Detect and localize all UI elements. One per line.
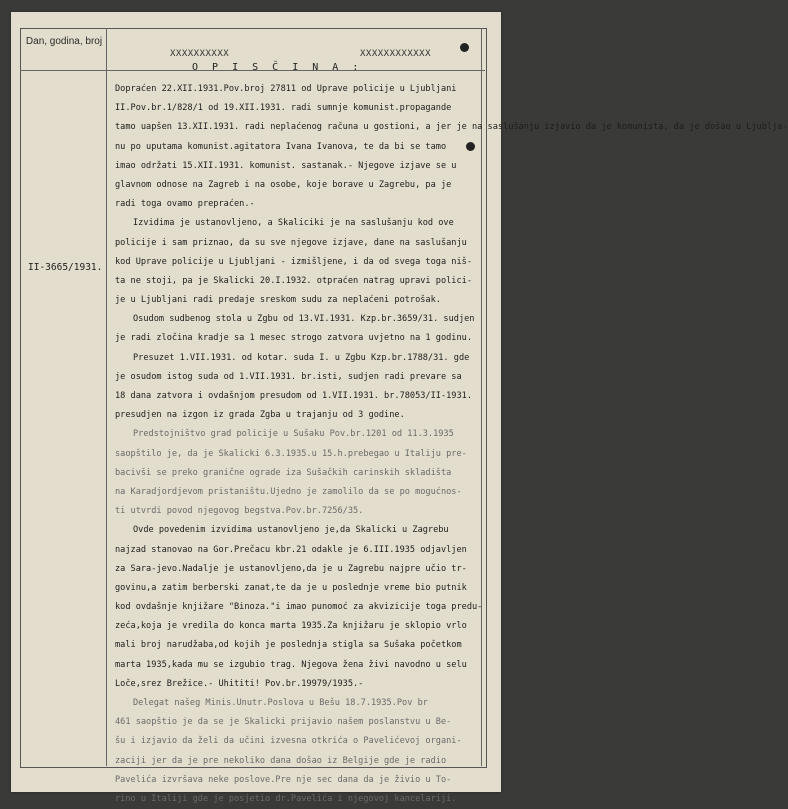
text-line: radi toga ovamo prepraćen.-: [115, 199, 255, 210]
text-line: nu po uputama komunist.agitatora Ivana Ivanova, te da bi se tamo: [115, 141, 447, 152]
text-line: 461 saopštio je da se je Skalicki prijavio našem poslanstvu u Be-: [115, 717, 452, 728]
text-line: saopštilo je, da je Skalicki 6.3.1935.u 15.h.prebegao u Italiju pre-: [115, 448, 467, 459]
text-line: najzad stanovao na Gor.Prečacu kbr.21 odakle je 6.III.1935 odjavljen: [115, 544, 467, 555]
text-line: marta 1935,kada mu se izgubio trag. Njegova žena živi navodno u selu: [115, 659, 467, 670]
text-line: rino u Italiji gde je posjetio dr.Pavelića i njegovoj kancelariji.: [115, 793, 457, 804]
text-line: Presuzet 1.VII.1931. od kotar. suda I. u Zgbu Kzp.br.1788/31. gde: [133, 352, 470, 363]
text-line: mali broj narudžaba,od kojih je poslednja stigla sa Sušaka početkom: [115, 640, 462, 651]
text-line: ti utvrdi povod njegovog begstva.Pov.br.7256/35.: [115, 506, 364, 517]
header-overtyped-marks: XXXXXXXXXX: [170, 49, 230, 59]
text-line: II.Pov.br.1/828/1 od 19.XII.1931. radi sumnje komunist.propagande: [115, 103, 452, 114]
text-line: je radi zločina kradje sa 1 mesec strogo zatvora uvjetno na 1 godinu.: [115, 333, 472, 344]
text-line: Loče,srez Brežice.- Uhititi! Pov.br.19979/1935.-: [115, 678, 364, 689]
text-line: glavnom odnose na Zagreb i na osobe, koje borave u Zagrebu, pa je: [115, 179, 452, 190]
text-line: Dopraćen 22.XII.1931.Pov.broj 27811 od Uprave policije u Ljubljani: [115, 84, 457, 94]
description-text: [115, 80, 788, 809]
text-line: Osudom sudbenog stola u Zgbu od 13.VI.1931. Kzp.br.3659/31. sudjen: [133, 314, 475, 325]
text-line: Izvidima je ustanovljeno, a Skaliciki je na saslušanju kod ove: [133, 218, 454, 229]
text-line: je u Ljubljani radi predaje sreskom sudu za neplaćeni potrošak.: [115, 295, 441, 306]
col-title-header: O P I S Č I N A :: [192, 62, 363, 73]
column-divider-left: [106, 28, 107, 766]
text-line: bacivši se preko granične ograde iza Sušačkih carinskih skladišta: [115, 467, 452, 478]
text-line: kod Uprave policije u Ljubljani - izmišljene, i da od svega toga niš-: [115, 256, 472, 267]
text-line: zaciji jer da je pre nekoliko dana došao iz Belgije gde je radio: [115, 755, 447, 766]
header-overtyped-marks-right: XXXXXXXXXXXX: [360, 49, 432, 59]
text-line: na Karadjordjevom pristaništu.Ujedno je zamolilo da se po mogućnos-: [115, 486, 462, 497]
col-date-header: Dan, godina, broj: [25, 36, 103, 47]
text-line: za Sara-jevo.Nadalje je ustanovljeno,da je u Zagrebu najpre učio tr-: [115, 563, 467, 574]
text-line: presudjen na izgon iz grada Zgba u trajanju od 3 godine.: [115, 410, 405, 421]
text-line: Delegat našeg Minis.Unutr.Poslova u Bešu 18.7.1935.Pov br: [133, 698, 428, 708]
text-line: šu i izjavio da želi da učini izvesna otkrića o Pavelićevoj organi-: [115, 736, 462, 747]
text-line: Ovde povedenim izvidima ustanovljeno je,da Skalicki u Zagrebu: [133, 525, 449, 536]
text-line: zeća,koja je vredila do konca marta 1935.Za knjižaru je sklopio vrlo: [115, 621, 467, 632]
text-line: policije i sam priznao, da su sve njegove izjave, dane na saslušanju: [115, 237, 467, 248]
case-number: II-3665/1931.: [28, 262, 103, 273]
text-line: ta ne stoji, pa je Skalicki 20.I.1932. otpraćen natrag upravi polici-: [115, 275, 472, 286]
column-divider-right: [481, 28, 482, 766]
punch-hole-top: [460, 43, 469, 52]
text-line: 18 dana zatvora i ovdašnjom presudom od 1.VII.1931. br.78053/II-1931.: [115, 391, 472, 401]
text-line: kod ovdašnje knjižare "Binoza."i imao punomoć za akvizicije toga predu-: [115, 602, 483, 613]
text-line: Predstojništvo grad policije u Sušaku Pov.br.1201 od 11.3.1935: [133, 429, 454, 440]
text-line: imao održati 15.XII.1931. komunist. sastanak.- Njegove izjave se u: [115, 160, 457, 171]
text-line: Pavelića izvršava neke poslove.Pre nje sec dana da je živio u To-: [115, 774, 452, 785]
text-line: je osudom istog suda od 1.VII.1931. br.isti, sudjen radi prevare sa: [115, 371, 462, 382]
text-line: tamo uapšen 13.XII.1931. radi neplaćenog računa u gostioni, a jer je na saslušanju izjavio da je komunista, da je došao u Ljublja-: [115, 122, 788, 133]
text-line: govinu,a zatim berberski zanat,te da je u poslednje vreme bio putnik: [115, 582, 467, 593]
